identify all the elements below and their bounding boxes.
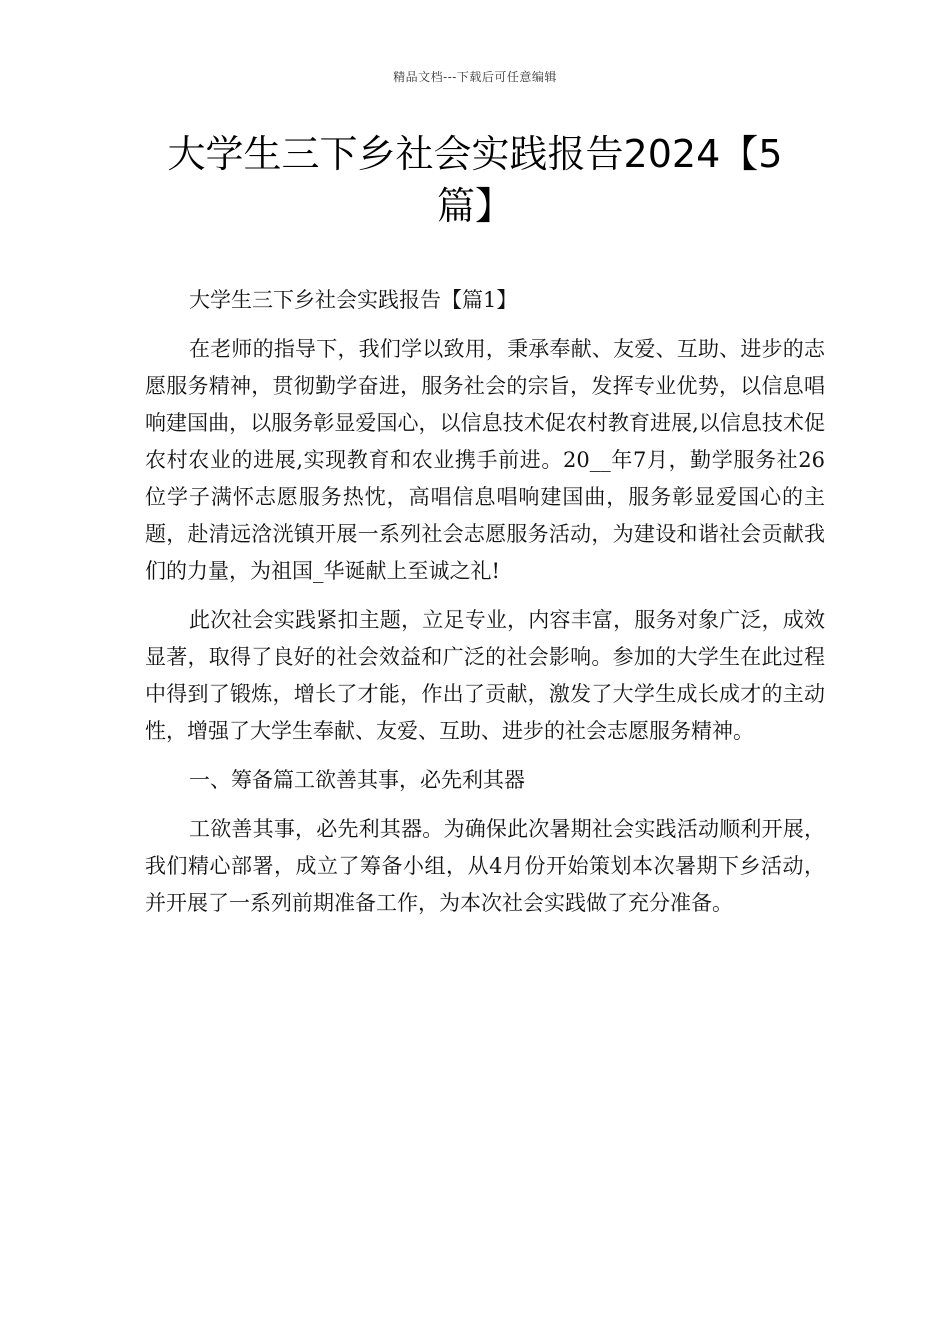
body-paragraph: 此次社会实践紧扣主题，立足专业，内容丰富，服务对象广泛，成效显著，取得了良好的社会效益和广泛的社会影响。参加的大学生在此过程中得到了锻炼，增长了才能，作出了贡献，激发了大学生成长成才的主动性，增强了大学生奉献、友爱、互助、进步的社会志愿服务精神。 xyxy=(145,608,825,743)
document-body xyxy=(145,282,825,922)
document-title: 大学生三下乡社会实践报告2024【5篇】 xyxy=(167,132,783,228)
body-paragraph: 在老师的指导下，我们学以致用，秉承奉献、友爱、互助、进步的志愿服务精神，贯彻勤学奋进，服务社会的宗旨，发挥专业优势，以信息唱响建国曲，以服务彰显爱国心，以信息技术促农村教育进展,以信息技术促农村农业的进展,实现教育和农业携手前进。20__年7月，勤学服务社26位学子满怀志愿服务热忱，高唱信息唱响建国曲，服务彰显爱国心的主题，赴清远浛洸镇开展一系列社会志愿服务活动，为建设和谐社会贡献我们的力量，为祖国_华诞献上至诚之礼! xyxy=(145,337,825,583)
body-paragraph: 工欲善其事，必先利其器。为确保此次暑期社会实践活动顺利开展，我们精心部署，成立了筹备小组，从4月份开始策划本次暑期下乡活动，并开展了一系列前期准备工作，为本次社会实践做了充分准备。 xyxy=(145,817,825,915)
section-heading-part-1: 大学生三下乡社会实践报告【篇1】 xyxy=(189,288,518,312)
section-heading-preparation: 一、筹备篇工欲善其事，必先利其器 xyxy=(189,768,525,792)
page-header-note: 精品文档---下载后可任意编辑 xyxy=(393,70,557,84)
